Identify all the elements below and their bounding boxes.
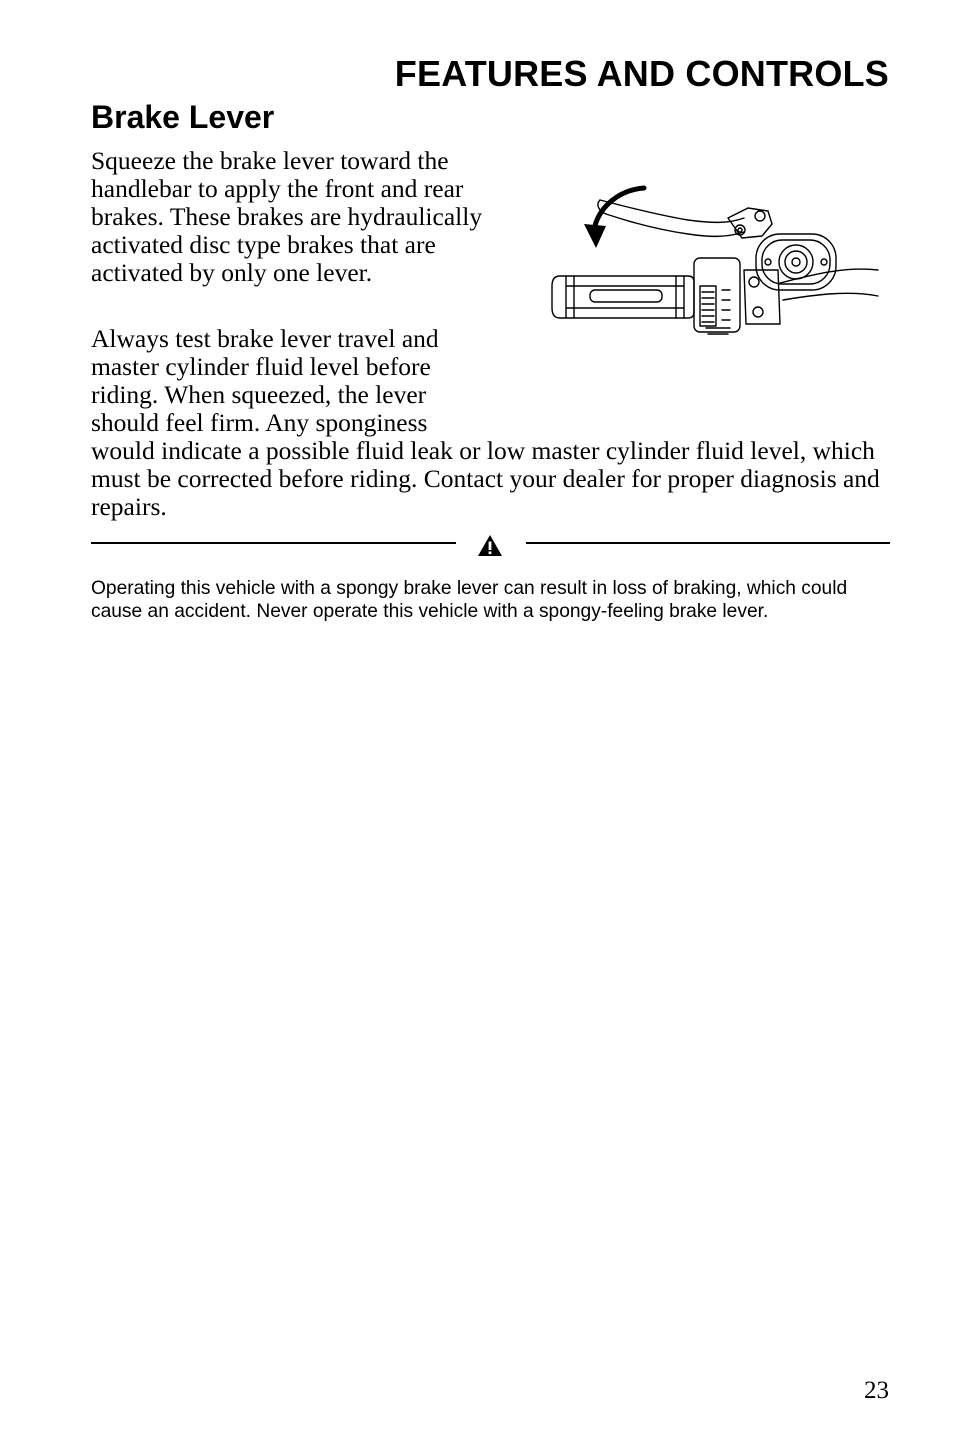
warning-triangle-icon [477,534,503,557]
curved-arrow-icon [584,188,644,248]
paragraph-line: riding. When squeezed, the lever [91,380,427,409]
page-number: 23 [864,1377,889,1404]
warning-divider-right [526,542,890,544]
brake-lever-illustration [548,178,884,342]
paragraph-line: should feel firm. Any sponginess [91,408,428,437]
page-title: Brake Lever [91,99,275,135]
paragraph-line: master cylinder fluid level before [91,352,431,381]
paragraph-line: Always test brake lever travel and [91,324,439,353]
paragraph-brake-test-continuation: would indicate a possible fluid leak or low master cylinder fluid level, which must be corrected before riding. Contact your dealer for proper diagnosis and repairs. [91,436,880,521]
warning-message: Operating this vehicle with a spongy brake lever can result in loss of braking, which could cause an accident. Never operate this vehicle with a spongy-feeling brake lever. [91,578,848,622]
paragraph-brake-test [91,325,891,521]
paragraph-brake-test-narrow-lines [91,325,491,437]
warning-divider-left [91,542,456,544]
paragraph-brake-usage: Squeeze the brake lever toward the handlebar to apply the front and rear brakes. These brakes are hydraulically activated disc type brakes that are activated by only one lever. [91,146,483,287]
section-header: FEATURES AND CONTROLS [394,53,889,94]
